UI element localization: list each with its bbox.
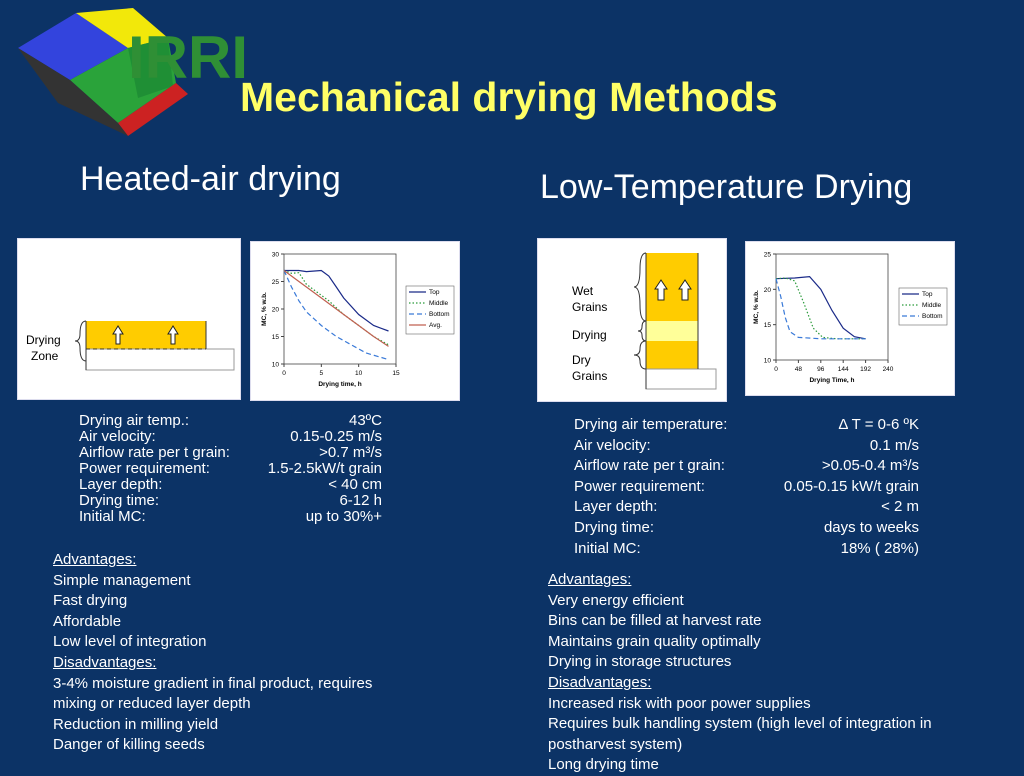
spec-row	[574, 417, 919, 438]
spec-label: Power requirement:	[79, 460, 210, 477]
x-tick-label: 48	[794, 366, 803, 373]
spec-value: 6-12 h	[339, 492, 382, 509]
legend-label: Bottom	[429, 311, 450, 318]
spec-row	[79, 477, 382, 493]
logo-text: IRRI	[128, 24, 248, 91]
x-axis-label: Drying Time, h	[809, 377, 855, 384]
disadvantage-item: Requires bulk handling system (high level of integration in	[548, 715, 932, 733]
y-tick-label: 10	[763, 357, 771, 365]
y-tick-label: 20	[271, 306, 279, 314]
x-tick-label: 96	[817, 366, 825, 373]
spec-row	[574, 479, 919, 500]
spec-value: up to 30%+	[305, 508, 382, 525]
lowtemp-spec-list	[574, 417, 919, 561]
advantage-item: Drying in storage structures	[548, 653, 732, 671]
legend-label: Top	[922, 291, 933, 298]
y-tick-label: 10	[271, 361, 279, 369]
spec-row	[79, 429, 382, 445]
x-tick-label: 240	[882, 366, 894, 373]
spec-label: Power requirement:	[574, 477, 705, 495]
y-axis-label: MC, % w.b.	[261, 292, 268, 326]
heated-drying-diagram	[17, 238, 241, 400]
heated-air-heading: Heated-air drying	[80, 160, 341, 198]
spec-value: 1.5-2.5kW/t grain	[267, 460, 382, 477]
spec-value: 18% ( 28%)	[840, 539, 919, 557]
spec-value: >0.05-0.4 m³/s	[821, 457, 919, 475]
series-line-bottom	[284, 271, 389, 360]
legend-label: Middle	[429, 300, 449, 307]
x-tick-label: 0	[282, 370, 286, 377]
spec-value: 0.1 m/s	[869, 436, 919, 454]
spec-value: >0.7 m³/s	[319, 444, 382, 461]
drying-zone-label-2: Zone	[31, 349, 59, 363]
heated-drying-chart	[250, 241, 460, 401]
spec-row	[79, 493, 382, 509]
spec-label: Airflow rate per t grain:	[79, 444, 230, 461]
spec-value: days to weeks	[823, 518, 919, 536]
spec-label: Initial MC:	[79, 508, 146, 525]
legend-label: Middle	[922, 302, 942, 309]
disadvantage-item: Reduction in milling yield	[53, 715, 219, 733]
slide-title: Mechanical drying Methods	[240, 74, 778, 120]
spec-label: Drying time:	[79, 492, 160, 509]
spec-value: 0.05-0.15 kW/t grain	[783, 477, 919, 495]
y-tick-label: 15	[763, 322, 771, 330]
spec-row	[79, 445, 382, 461]
spec-value: 0.15-0.25 m/s	[290, 428, 382, 445]
advantage-item: Affordable	[53, 612, 122, 630]
spec-row	[79, 461, 382, 477]
y-tick-label: 25	[271, 279, 279, 286]
disadvantage-item: Long drying time	[548, 756, 659, 774]
low-temp-diagram	[537, 238, 727, 402]
disadvantage-item: Increased risk with poor power supplies	[548, 694, 811, 712]
spec-label: Layer depth:	[574, 498, 658, 516]
y-tick-label: 25	[763, 251, 771, 259]
x-tick-label: 192	[860, 366, 872, 373]
spec-value: Δ T = 0-6 ºK	[838, 416, 919, 433]
spec-label: Drying time:	[574, 518, 655, 536]
x-tick-label: 15	[392, 370, 400, 377]
disadvantages-heading: Disadvantages:	[53, 653, 157, 671]
low-temperature-heading: Low-Temperature Drying	[540, 168, 913, 206]
wet-grains-label-1: Wet	[572, 284, 594, 298]
spec-row	[574, 541, 919, 562]
spec-row	[574, 520, 919, 541]
dry-grains-label-2: Grains	[572, 369, 608, 383]
x-tick-label: 0	[774, 366, 778, 373]
advantage-item: Maintains grain quality optimally	[548, 632, 761, 650]
disadvantage-item: Danger of killing seeds	[53, 736, 205, 754]
x-axis-label: Drying time, h	[318, 381, 362, 388]
spec-label: Drying air temperature:	[574, 416, 728, 433]
lowtemp-pros-cons	[548, 570, 1008, 776]
spec-row	[79, 413, 382, 429]
drying-zone-layer	[86, 321, 206, 349]
spec-label: Layer depth:	[79, 476, 163, 493]
heated-pros-cons	[53, 550, 433, 756]
legend-label: Bottom	[922, 313, 943, 320]
spec-label: Drying air temp.:	[79, 412, 190, 429]
advantage-item: Very energy efficient	[548, 591, 684, 609]
x-tick-label: 144	[837, 366, 849, 373]
advantage-item: Bins can be filled at harvest rate	[548, 612, 762, 630]
legend-label: Avg.	[429, 322, 442, 329]
disadvantage-item: postharvest system)	[548, 735, 683, 753]
plenum-box	[86, 349, 234, 370]
wet-grains-label-2: Grains	[572, 300, 608, 314]
series-line-bottom	[776, 279, 866, 339]
spec-label: Air velocity:	[79, 428, 156, 445]
plenum-box	[646, 369, 716, 389]
series-line-top	[284, 271, 389, 332]
legend-label: Top	[429, 289, 440, 296]
advantage-item: Low level of integration	[53, 633, 207, 651]
advantages-heading: Advantages:	[548, 571, 632, 588]
spec-value: < 2 m	[881, 498, 919, 516]
spec-label: Initial MC:	[574, 539, 641, 557]
advantage-item: Fast drying	[53, 592, 128, 610]
spec-row	[574, 458, 919, 479]
spec-label: Air velocity:	[574, 436, 651, 454]
spec-row	[574, 499, 919, 520]
spec-row	[79, 509, 382, 525]
zone-brace	[75, 321, 86, 361]
drying-label: Drying	[572, 328, 607, 342]
x-tick-label: 10	[355, 370, 363, 377]
drying-front-layer	[646, 321, 698, 341]
y-axis-label: MC, % w.b.	[753, 290, 760, 324]
spec-label: Airflow rate per t grain:	[574, 457, 725, 475]
plot-area	[776, 254, 888, 360]
heated-spec-list	[79, 413, 382, 525]
y-tick-label: 15	[271, 334, 279, 341]
disadvantages-heading: Disadvantages:	[548, 673, 652, 691]
dry-grain-layer	[646, 341, 698, 369]
disadvantage-item: 3-4% moisture gradient in final product, requires	[53, 674, 373, 692]
advantages-heading: Advantages:	[53, 551, 137, 568]
series-line-avg	[284, 271, 389, 347]
x-tick-label: 5	[319, 370, 324, 377]
spec-value: 43ºC	[349, 412, 382, 429]
spec-value: < 40 cm	[328, 476, 382, 493]
dry-grains-label-1: Dry	[572, 353, 591, 367]
disadvantage-item: mixing or reduced layer depth	[53, 695, 251, 713]
spec-row	[574, 438, 919, 459]
y-tick-label: 20	[763, 286, 771, 294]
advantage-item: Simple management	[53, 571, 191, 589]
y-tick-label: 30	[271, 251, 279, 259]
drying-zone-label-1: Drying	[26, 333, 61, 347]
low-temp-drying-chart	[745, 241, 955, 396]
